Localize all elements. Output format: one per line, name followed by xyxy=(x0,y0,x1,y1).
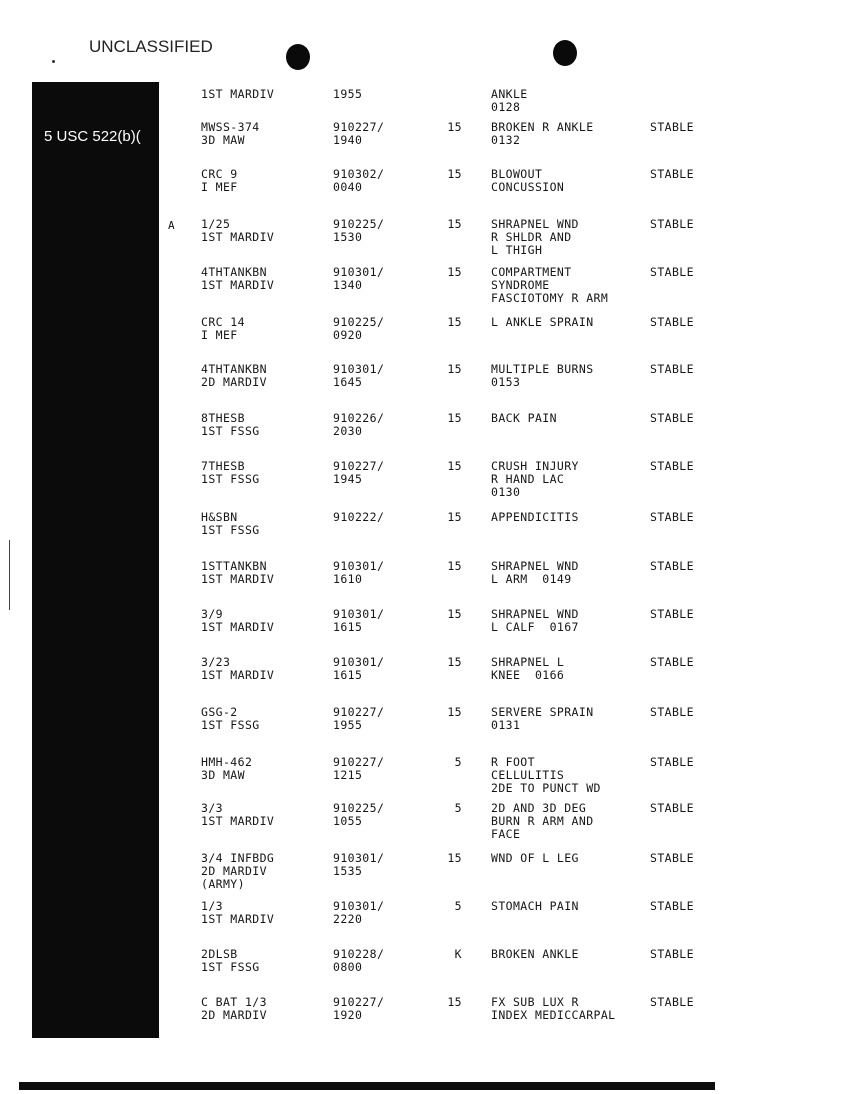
entry-unit: 3/3 1ST MARDIV xyxy=(201,801,275,828)
entry-unit: 8THESB 1ST FSSG xyxy=(201,411,260,438)
entry-unit: 2DLSB 1ST FSSG xyxy=(201,947,260,974)
entry-diagnosis: CRUSH INJURY R HAND LAC 0130 xyxy=(491,459,579,499)
punch-hole-right xyxy=(553,40,577,66)
entry-category: 15 xyxy=(447,607,462,621)
entry-diagnosis: STOMACH PAIN xyxy=(491,899,579,913)
entry-category: 15 xyxy=(447,265,462,279)
entry-datetime: 910227/ 1945 xyxy=(333,459,385,486)
entry-datetime: 910302/ 0040 xyxy=(333,167,385,194)
entry-category: 15 xyxy=(447,559,462,573)
entry-diagnosis: R FOOT CELLULITIS 2DE TO PUNCT WD xyxy=(491,755,601,795)
entry-unit: 3/4 INFBDG 2D MARDIV (ARMY) xyxy=(201,851,275,891)
entry-diagnosis: COMPARTMENT SYNDROME FASCIOTOMY R ARM xyxy=(491,265,609,305)
entry-category: 15 xyxy=(447,655,462,669)
entry-diagnosis: SERVERE SPRAIN 0131 xyxy=(491,705,594,732)
entry-status: STABLE xyxy=(650,459,694,473)
entry-diagnosis: SHRAPNEL WND R SHLDR AND L THIGH xyxy=(491,217,579,257)
entry-diagnosis: BLOWOUT CONCUSSION xyxy=(491,167,565,194)
entry-datetime: 910226/ 2030 xyxy=(333,411,385,438)
entry-datetime: 910301/ 1535 xyxy=(333,851,385,878)
entry-category: 15 xyxy=(447,120,462,134)
entry-diagnosis: MULTIPLE BURNS 0153 xyxy=(491,362,594,389)
entry-diagnosis: ANKLE 0128 xyxy=(491,87,528,114)
entry-datetime: 910301/ 1340 xyxy=(333,265,385,292)
entry-unit: CRC 14 I MEF xyxy=(201,315,245,342)
entry-category: 15 xyxy=(447,851,462,865)
entry-datetime: 910301/ 1610 xyxy=(333,559,385,586)
entry-diagnosis: L ANKLE SPRAIN xyxy=(491,315,594,329)
entry-unit: 1ST MARDIV xyxy=(201,87,275,101)
entry-category: 15 xyxy=(447,315,462,329)
entry-datetime: 910301/ 1615 xyxy=(333,655,385,682)
entry-category: 15 xyxy=(447,995,462,1009)
entry-status: STABLE xyxy=(650,755,694,769)
entry-diagnosis: BACK PAIN xyxy=(491,411,557,425)
entry-unit: 4THTANKBN 2D MARDIV xyxy=(201,362,267,389)
entry-datetime: 910225/ 1055 xyxy=(333,801,385,828)
entry-status: STABLE xyxy=(650,265,694,279)
entry-status: STABLE xyxy=(650,120,694,134)
entry-status: STABLE xyxy=(650,607,694,621)
entry-category: 15 xyxy=(447,217,462,231)
entry-status: STABLE xyxy=(650,655,694,669)
entry-datetime: 910301/ 1615 xyxy=(333,607,385,634)
bottom-rule xyxy=(19,1082,715,1090)
entry-status: STABLE xyxy=(650,217,694,231)
margin-mark: A xyxy=(168,219,175,232)
entry-diagnosis: BROKEN R ANKLE 0132 xyxy=(491,120,594,147)
entry-datetime: 910227/ 1215 xyxy=(333,755,385,782)
speck xyxy=(52,60,55,63)
entry-category: 15 xyxy=(447,167,462,181)
entry-category: 15 xyxy=(447,459,462,473)
entry-status: STABLE xyxy=(650,167,694,181)
entry-unit: MWSS-374 3D MAW xyxy=(201,120,260,147)
entry-diagnosis: FX SUB LUX R INDEX MEDICCARPAL xyxy=(491,995,616,1022)
entry-status: STABLE xyxy=(650,705,694,719)
entry-status: STABLE xyxy=(650,559,694,573)
entry-diagnosis: SHRAPNEL L KNEE 0166 xyxy=(491,655,565,682)
entry-datetime: 910225/ 0920 xyxy=(333,315,385,342)
entry-datetime: 910301/ 2220 xyxy=(333,899,385,926)
punch-hole-left xyxy=(286,44,310,70)
entry-category: 5 xyxy=(454,899,462,913)
entry-diagnosis: SHRAPNEL WND L CALF 0167 xyxy=(491,607,579,634)
entry-status: STABLE xyxy=(650,801,694,815)
entry-category: K xyxy=(454,947,462,961)
entry-unit: 7THESB 1ST FSSG xyxy=(201,459,260,486)
entry-category: 15 xyxy=(447,510,462,524)
entry-unit: 3/23 1ST MARDIV xyxy=(201,655,275,682)
entry-datetime: 910228/ 0800 xyxy=(333,947,385,974)
entry-status: STABLE xyxy=(650,510,694,524)
classification-header: UNCLASSIFIED xyxy=(89,37,213,56)
entry-unit: H&SBN 1ST FSSG xyxy=(201,510,260,537)
entry-unit: 1STTANKBN 1ST MARDIV xyxy=(201,559,275,586)
entry-diagnosis: WND OF L LEG xyxy=(491,851,579,865)
entry-status: STABLE xyxy=(650,411,694,425)
entry-category: 15 xyxy=(447,362,462,376)
entry-category: 5 xyxy=(454,755,462,769)
casualty-entry xyxy=(0,996,850,1056)
entry-datetime: 910227/ 1920 xyxy=(333,995,385,1022)
entry-datetime: 910227/ 1940 xyxy=(333,120,385,147)
entry-datetime: 910301/ 1645 xyxy=(333,362,385,389)
entry-diagnosis: SHRAPNEL WND L ARM 0149 xyxy=(491,559,579,586)
entry-unit: HMH-462 3D MAW xyxy=(201,755,253,782)
entry-category: 15 xyxy=(447,705,462,719)
entry-category: 5 xyxy=(454,801,462,815)
entry-unit: 3/9 1ST MARDIV xyxy=(201,607,275,634)
entry-unit: 1/3 1ST MARDIV xyxy=(201,899,275,926)
entry-datetime: 910225/ 1530 xyxy=(333,217,385,244)
entry-status: STABLE xyxy=(650,899,694,913)
entry-datetime: 910222/ xyxy=(333,510,385,524)
entry-diagnosis: BROKEN ANKLE xyxy=(491,947,579,961)
entry-datetime: 1955 xyxy=(333,87,363,101)
entry-unit: 1/25 1ST MARDIV xyxy=(201,217,275,244)
entry-category: 15 xyxy=(447,411,462,425)
entry-diagnosis: APPENDICITIS xyxy=(491,510,579,524)
entry-datetime: 910227/ 1955 xyxy=(333,705,385,732)
entry-status: STABLE xyxy=(650,947,694,961)
entry-status: STABLE xyxy=(650,315,694,329)
entry-unit: 4THTANKBN 1ST MARDIV xyxy=(201,265,275,292)
entry-status: STABLE xyxy=(650,851,694,865)
entry-unit: GSG-2 1ST FSSG xyxy=(201,705,260,732)
entry-status: STABLE xyxy=(650,362,694,376)
redaction-label: 5 USC 522(b)( xyxy=(44,128,141,145)
entry-unit: C BAT 1/3 2D MARDIV xyxy=(201,995,267,1022)
entry-unit: CRC 9 I MEF xyxy=(201,167,238,194)
entry-status: STABLE xyxy=(650,995,694,1009)
entry-diagnosis: 2D AND 3D DEG BURN R ARM AND FACE xyxy=(491,801,594,841)
